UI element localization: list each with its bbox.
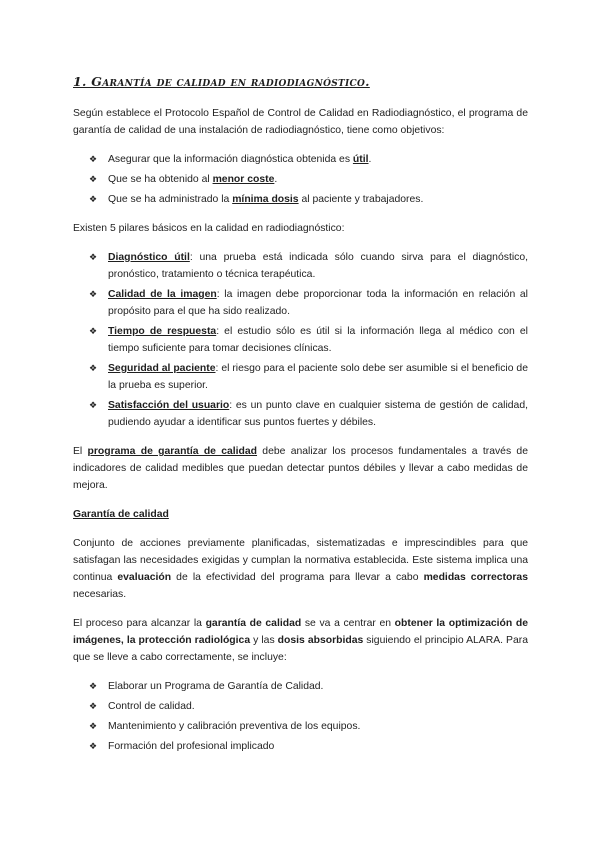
four-diamond-bullet-icon: ❖ bbox=[89, 194, 98, 204]
section-title: 1. Garantía de calidad en radiodiagnóstico. bbox=[73, 74, 370, 89]
definition-paragraph: Conjunto de acciones previamente planificadas, sistematizadas e imprescindibles para que satisfagan las necesidades exigidas y cumplan la normativa establecida. Este sistema implica una continua evaluación de la efectividad del programa para llevar a cabo medidas correctoras necesarias. bbox=[73, 538, 528, 600]
list-item: ❖ Seguridad al paciente: el riesgo para el paciente solo debe ser asumible si el beneficio de la prueba es superior. bbox=[73, 360, 528, 394]
four-diamond-bullet-icon: ❖ bbox=[89, 326, 98, 336]
list-item: ❖ Satisfacción del usuario: es un punto clave en cualquier sistema de gestión de calidad, pudiendo ayudar a identificar sus puntos fuertes y débiles. bbox=[73, 397, 528, 431]
list-item: ❖ Asegurar que la información diagnóstica obtenida es útil. bbox=[73, 151, 528, 168]
list-item: ❖ Tiempo de respuesta: el estudio sólo es útil si la información llega al médico con el tiempo suficiente para tomar decisiones clínicas. bbox=[73, 323, 528, 357]
four-diamond-bullet-icon: ❖ bbox=[89, 721, 98, 731]
four-diamond-bullet-icon: ❖ bbox=[89, 252, 98, 262]
document-content bbox=[73, 74, 528, 767]
four-diamond-bullet-icon: ❖ bbox=[89, 363, 98, 373]
subheading: Garantía de calidad bbox=[73, 509, 169, 520]
includes-list bbox=[73, 678, 528, 755]
four-diamond-bullet-icon: ❖ bbox=[89, 681, 98, 691]
intro-paragraph: Según establece el Protocolo Español de Control de Calidad en Radiodiagnóstico, el programa de garantía de calidad de una instalación de radiodiagnóstico, tiene como objetivos: bbox=[73, 108, 528, 136]
list-item: ❖ Diagnóstico útil: una prueba está indicada sólo cuando sirva para el diagnóstico, pronóstico, tratamiento o técnica terapéutica. bbox=[73, 249, 528, 283]
pillars-intro: Existen 5 pilares básicos en la calidad en radiodiagnóstico: bbox=[73, 223, 345, 234]
objectives-list bbox=[73, 151, 528, 208]
list-item: ❖ Que se ha administrado la mínima dosis al paciente y trabajadores. bbox=[73, 191, 528, 208]
four-diamond-bullet-icon: ❖ bbox=[89, 154, 98, 164]
list-item: ❖ Formación del profesional implicado bbox=[73, 738, 528, 755]
list-item: ❖ Calidad de la imagen: la imagen debe proporcionar toda la información en relación al propósito para el que ha sido realizado. bbox=[73, 286, 528, 320]
list-item: ❖ Elaborar un Programa de Garantía de Calidad. bbox=[73, 678, 528, 695]
four-diamond-bullet-icon: ❖ bbox=[89, 741, 98, 751]
four-diamond-bullet-icon: ❖ bbox=[89, 701, 98, 711]
program-paragraph: El programa de garantía de calidad debe analizar los procesos fundamentales a través de indicadores de calidad medibles que puedan detectar puntos débiles y llevar a cabo medidas de mejora. bbox=[73, 446, 528, 491]
four-diamond-bullet-icon: ❖ bbox=[89, 174, 98, 184]
four-diamond-bullet-icon: ❖ bbox=[89, 400, 98, 410]
list-item: ❖ Que se ha obtenido al menor coste. bbox=[73, 171, 528, 188]
list-item: ❖ Mantenimiento y calibración preventiva de los equipos. bbox=[73, 718, 528, 735]
pillars-list bbox=[73, 249, 528, 431]
process-paragraph: El proceso para alcanzar la garantía de calidad se va a centrar en obtener la optimización de imágenes, la protección radiológica y las dosis absorbidas siguiendo el principio ALARA. Para que se lleve a cabo correctamente, se incluye: bbox=[73, 618, 529, 663]
list-item: ❖ Control de calidad. bbox=[73, 698, 528, 715]
four-diamond-bullet-icon: ❖ bbox=[89, 289, 98, 299]
